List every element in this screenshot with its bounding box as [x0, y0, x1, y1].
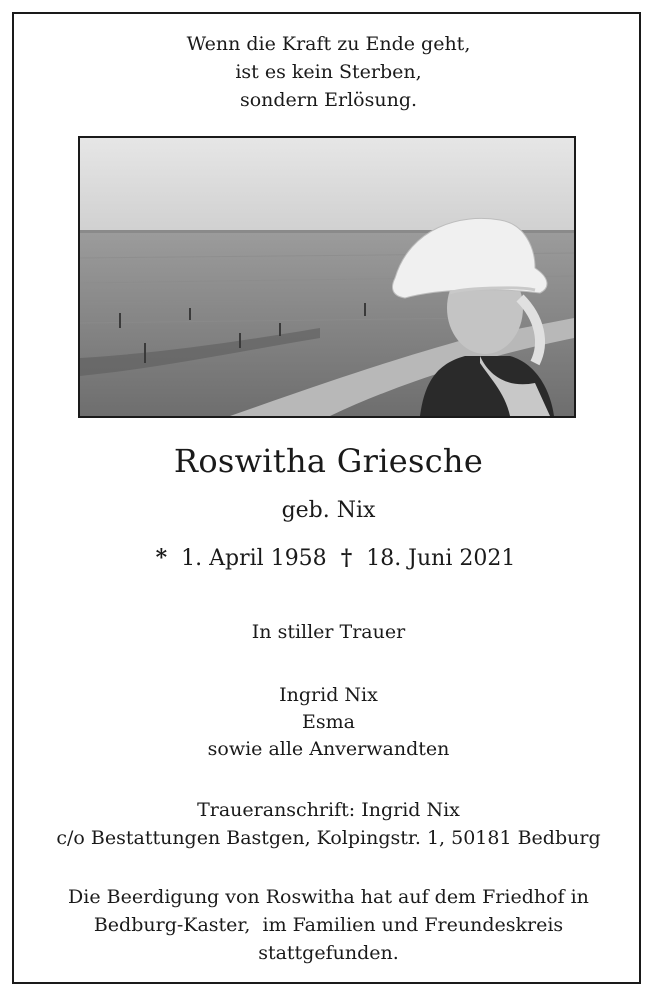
motto-line: Wenn die Kraft zu Ende geht, — [186, 33, 471, 55]
memorial-photo — [78, 136, 576, 418]
death-cross-icon: † — [340, 545, 353, 571]
maiden-name: geb. Nix — [281, 498, 376, 523]
memorial-portrait-photo-icon — [80, 138, 574, 416]
funeral-line: Die Beerdigung von Roswitha hat auf dem Friedhof in — [68, 886, 589, 908]
birth-star-icon: * — [155, 545, 168, 571]
funeral-line: stattgefunden. — [258, 942, 399, 964]
family-member: Esma — [302, 711, 355, 733]
mourning-address — [0, 796, 657, 852]
deceased-name: Roswitha Griesche — [173, 442, 484, 480]
address-line: c/o Bestattungen Bastgen, Kolpingstr. 1, 50181 Bedburg — [56, 827, 601, 849]
birth-date: 1. April 1958 — [181, 546, 327, 571]
family-member: sowie alle Anverwandten — [207, 738, 450, 760]
motto-line: sondern Erlösung. — [239, 89, 418, 111]
life-dates — [0, 545, 657, 571]
motto-verse — [0, 30, 657, 114]
mourning-heading: In stiller Trauer — [251, 621, 406, 643]
funeral-line: Bedburg-Kaster, im Familien und Freundeskreis — [93, 914, 564, 936]
address-line: Traueranschrift: Ingrid Nix — [197, 799, 460, 821]
family-list — [0, 682, 657, 763]
death-date: 18. Juni 2021 — [366, 546, 516, 571]
family-member: Ingrid Nix — [279, 684, 378, 706]
motto-line: ist es kein Sterben, — [235, 61, 422, 83]
funeral-notice — [0, 883, 657, 967]
